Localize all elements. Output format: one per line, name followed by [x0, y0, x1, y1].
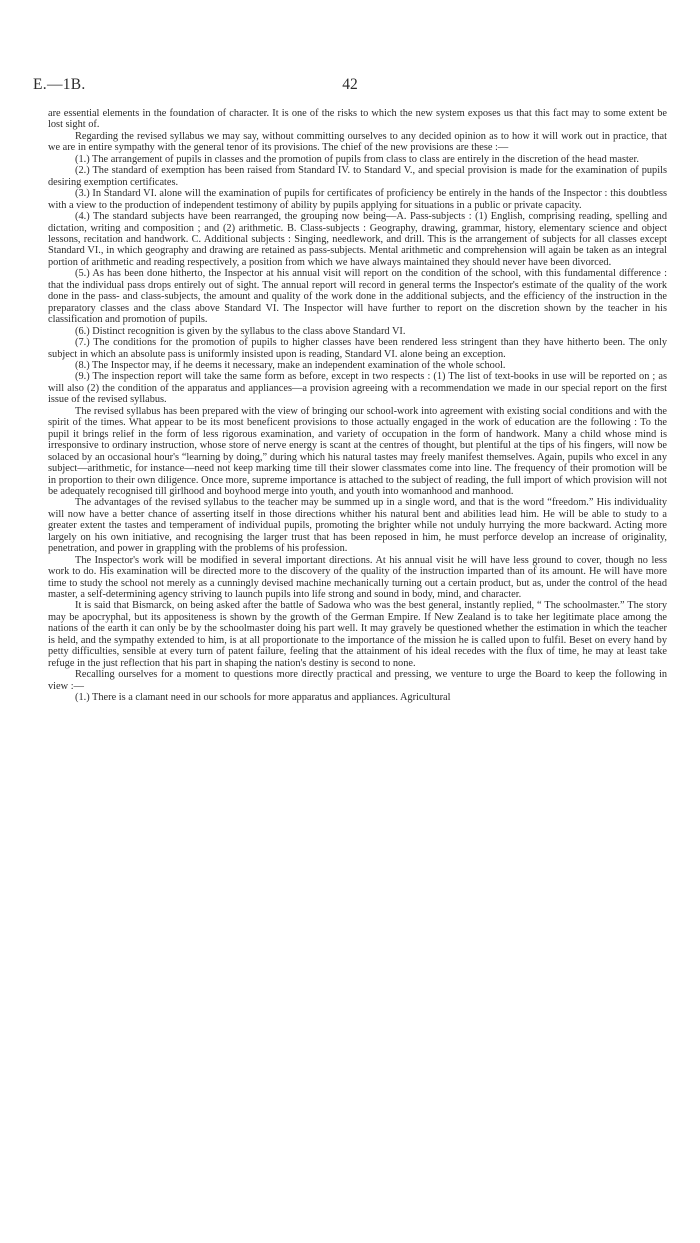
paragraph: (7.) The conditions for the promotion of pupils to higher classes have been rendered less stringent than they have hitherto been. The only subject in which an absolute pass is uniformly insisted upon is reading, Standard VI. alone being an exception.: [48, 337, 667, 360]
paragraph: (3.) In Standard VI. alone will the examination of pupils for certificates of proficiency be entirely in the hands of the Inspector : this doubtless with a view to the production of independent testimony of ability by pupils applying for situations in a public or private capacity.: [48, 188, 667, 211]
paragraph: (9.) The inspection report will take the same form as before, except in two respects : (1) The list of text-books in use will be reported on ; as will also (2) the condition of the apparatus and appliances—a provision agreeing with a recommendation we made in our special report on the first issue of the revised syllabus.: [48, 371, 667, 406]
document-body: [48, 108, 667, 704]
paragraph: Regarding the revised syllabus we may say, without committing ourselves to any decided opinion as to how it will work out in practice, that we are in entire sympathy with the general tenor of its provisions. The chief of the new provisions are these :—: [48, 130, 667, 154]
page-number: 42: [342, 76, 358, 93]
paragraph: (8.) The Inspector may, if he deems it necessary, make an independent examination of the whole school.: [75, 359, 506, 371]
paragraph: (1.) There is a clamant need in our schools for more apparatus and appliances. Agricultural: [75, 692, 451, 704]
document-reference: E.—1B.: [33, 76, 86, 93]
paragraph: (5.) As has been done hitherto, the Inspector at his annual visit will report on the condition of the school, with this fundamental difference : that the individual pass drops entirely out of sight. The annual report will record in general terms the Inspector's estimate of the quality of the work done in the pass- and class-subjects, the amount and quality of the work done in the additional subjects, and the efficiency of the instruction in the preparatory classes and the class above Standard VI. The Inspector will have further to report on the discretion shown by the teacher in his classification and promotion of pupils.: [48, 268, 667, 326]
paragraph: Recalling ourselves for a moment to questions more directly practical and pressing, we venture to urge the Board to keep the following in view :—: [48, 669, 667, 692]
paragraph: The advantages of the revised syllabus to the teacher may be summed up in a single word, and that is the word “freedom.” His individuality will now have a better chance of asserting itself in those directions whither his natural bent and abilities lead him. He will be able to study to a greater extent the tastes and temperament of individual pupils, promoting the brighter while not unduly hurrying the more backward. Acting more largely on his own initiative, and recognising the larger trust that has been reposed in him, he must perforce develop an increase of originality, penetration, and power in grappling with the problems of his profession.: [48, 497, 667, 555]
paragraph: (6.) Distinct recognition is given by the syllabus to the class above Standard VI.: [75, 325, 406, 337]
paragraph: The revised syllabus has been prepared with the view of bringing our school-work into agreement with existing social conditions and with the spirit of the times. What appear to be its most beneficent provisions to those actually engaged in the work of education are the following : To the pupil it brings relief in the form of less rigorous examination, and variety of occupation in the form of handwork. Many a child whose mind is irresponsive to ordinary instruction, whose store of nerve energy is scant at the centres of thought, but plentiful at the tips of his fingers, will now be solaced by an occasional hour's “learning by doing,” during which his natural tastes may freely manifest themselves. Again, pupils who excel in any subject—arithmetic, for instance—need not keep marking time till their slower classmates come into line. The frequency of their promotion will be in proportion to their own diligence. Once more, supreme importance is attached to the subject of reading, the full import of which provision will not be adequately recognised till girlhood and boyhood merge into youth, and youth into womanhood and manhood.: [48, 405, 667, 497]
page-header: [33, 76, 667, 98]
paragraph: (4.) The standard subjects have been rearranged, the grouping now being—A. Pass-subjects : (1) English, comprising reading, spelling and dictation, writing and composition ; and (2) arithmetic. B. Class-subjects : Geography, drawing, grammar, history, elementary science and object lessons, recitation and handwork. C. Additional subjects : Singing, needlework, and drill. This is the arrangement of subjects for all classes except Standard VI., in which geography and drawing are retained as pass-subjects. Mental arithmetic and comprehension will again be taken as an integral portion of arithmetic and reading respectively, a position from which we have always maintained they should never have been divorced.: [48, 211, 667, 268]
paragraph: It is said that Bismarck, on being asked after the battle of Sadowa who was the best general, instantly replied, “ The schoolmaster.” The story may be apocryphal, but its appositeness is shown by the growth of the German Empire. If New Zealand is to take her legitimate place among the nations of the earth it can only be by the schoolmaster doing his part well. It may gravely be questioned whether the estimation in which the teacher is held, and the sympathy extended to him, is at all proportionate to the importance of the mission he is called upon to fulfil. Beset on every hand by petty difficulties, sensible at every turn of patent failure, feeling that the attainment of his ideal recedes with the flux of time, he may at least take refuge in the just reflection that his part in shaping the nation's destiny is second to none.: [48, 600, 667, 669]
paragraph: are essential elements in the foundation of character. It is one of the risks to which the new system exposes us that this fact may to some extent be lost sight of.: [48, 108, 667, 131]
paragraph: (1.) The arrangement of pupils in classes and the promotion of pupils from class to class are entirely in the discretion of the head master.: [75, 153, 639, 165]
paragraph: The Inspector's work will be modified in several important directions. At his annual visit he will have less ground to cover, though no less work to do. His examination will be directed more to the discovery of the quality of the instruction imparted than of its amount. He will have more time to study the school not merely as a cunningly devised machine mechanically turning out a certain product, but as, under the control of the head master, a self-determining agency striving to launch pupils into life strong and sound in body, mind, and character.: [48, 554, 667, 601]
paragraph: (2.) The standard of exemption has been raised from Standard IV. to Standard V., and special provision is made for the examination of pupils desiring exemption certificates.: [48, 165, 667, 188]
